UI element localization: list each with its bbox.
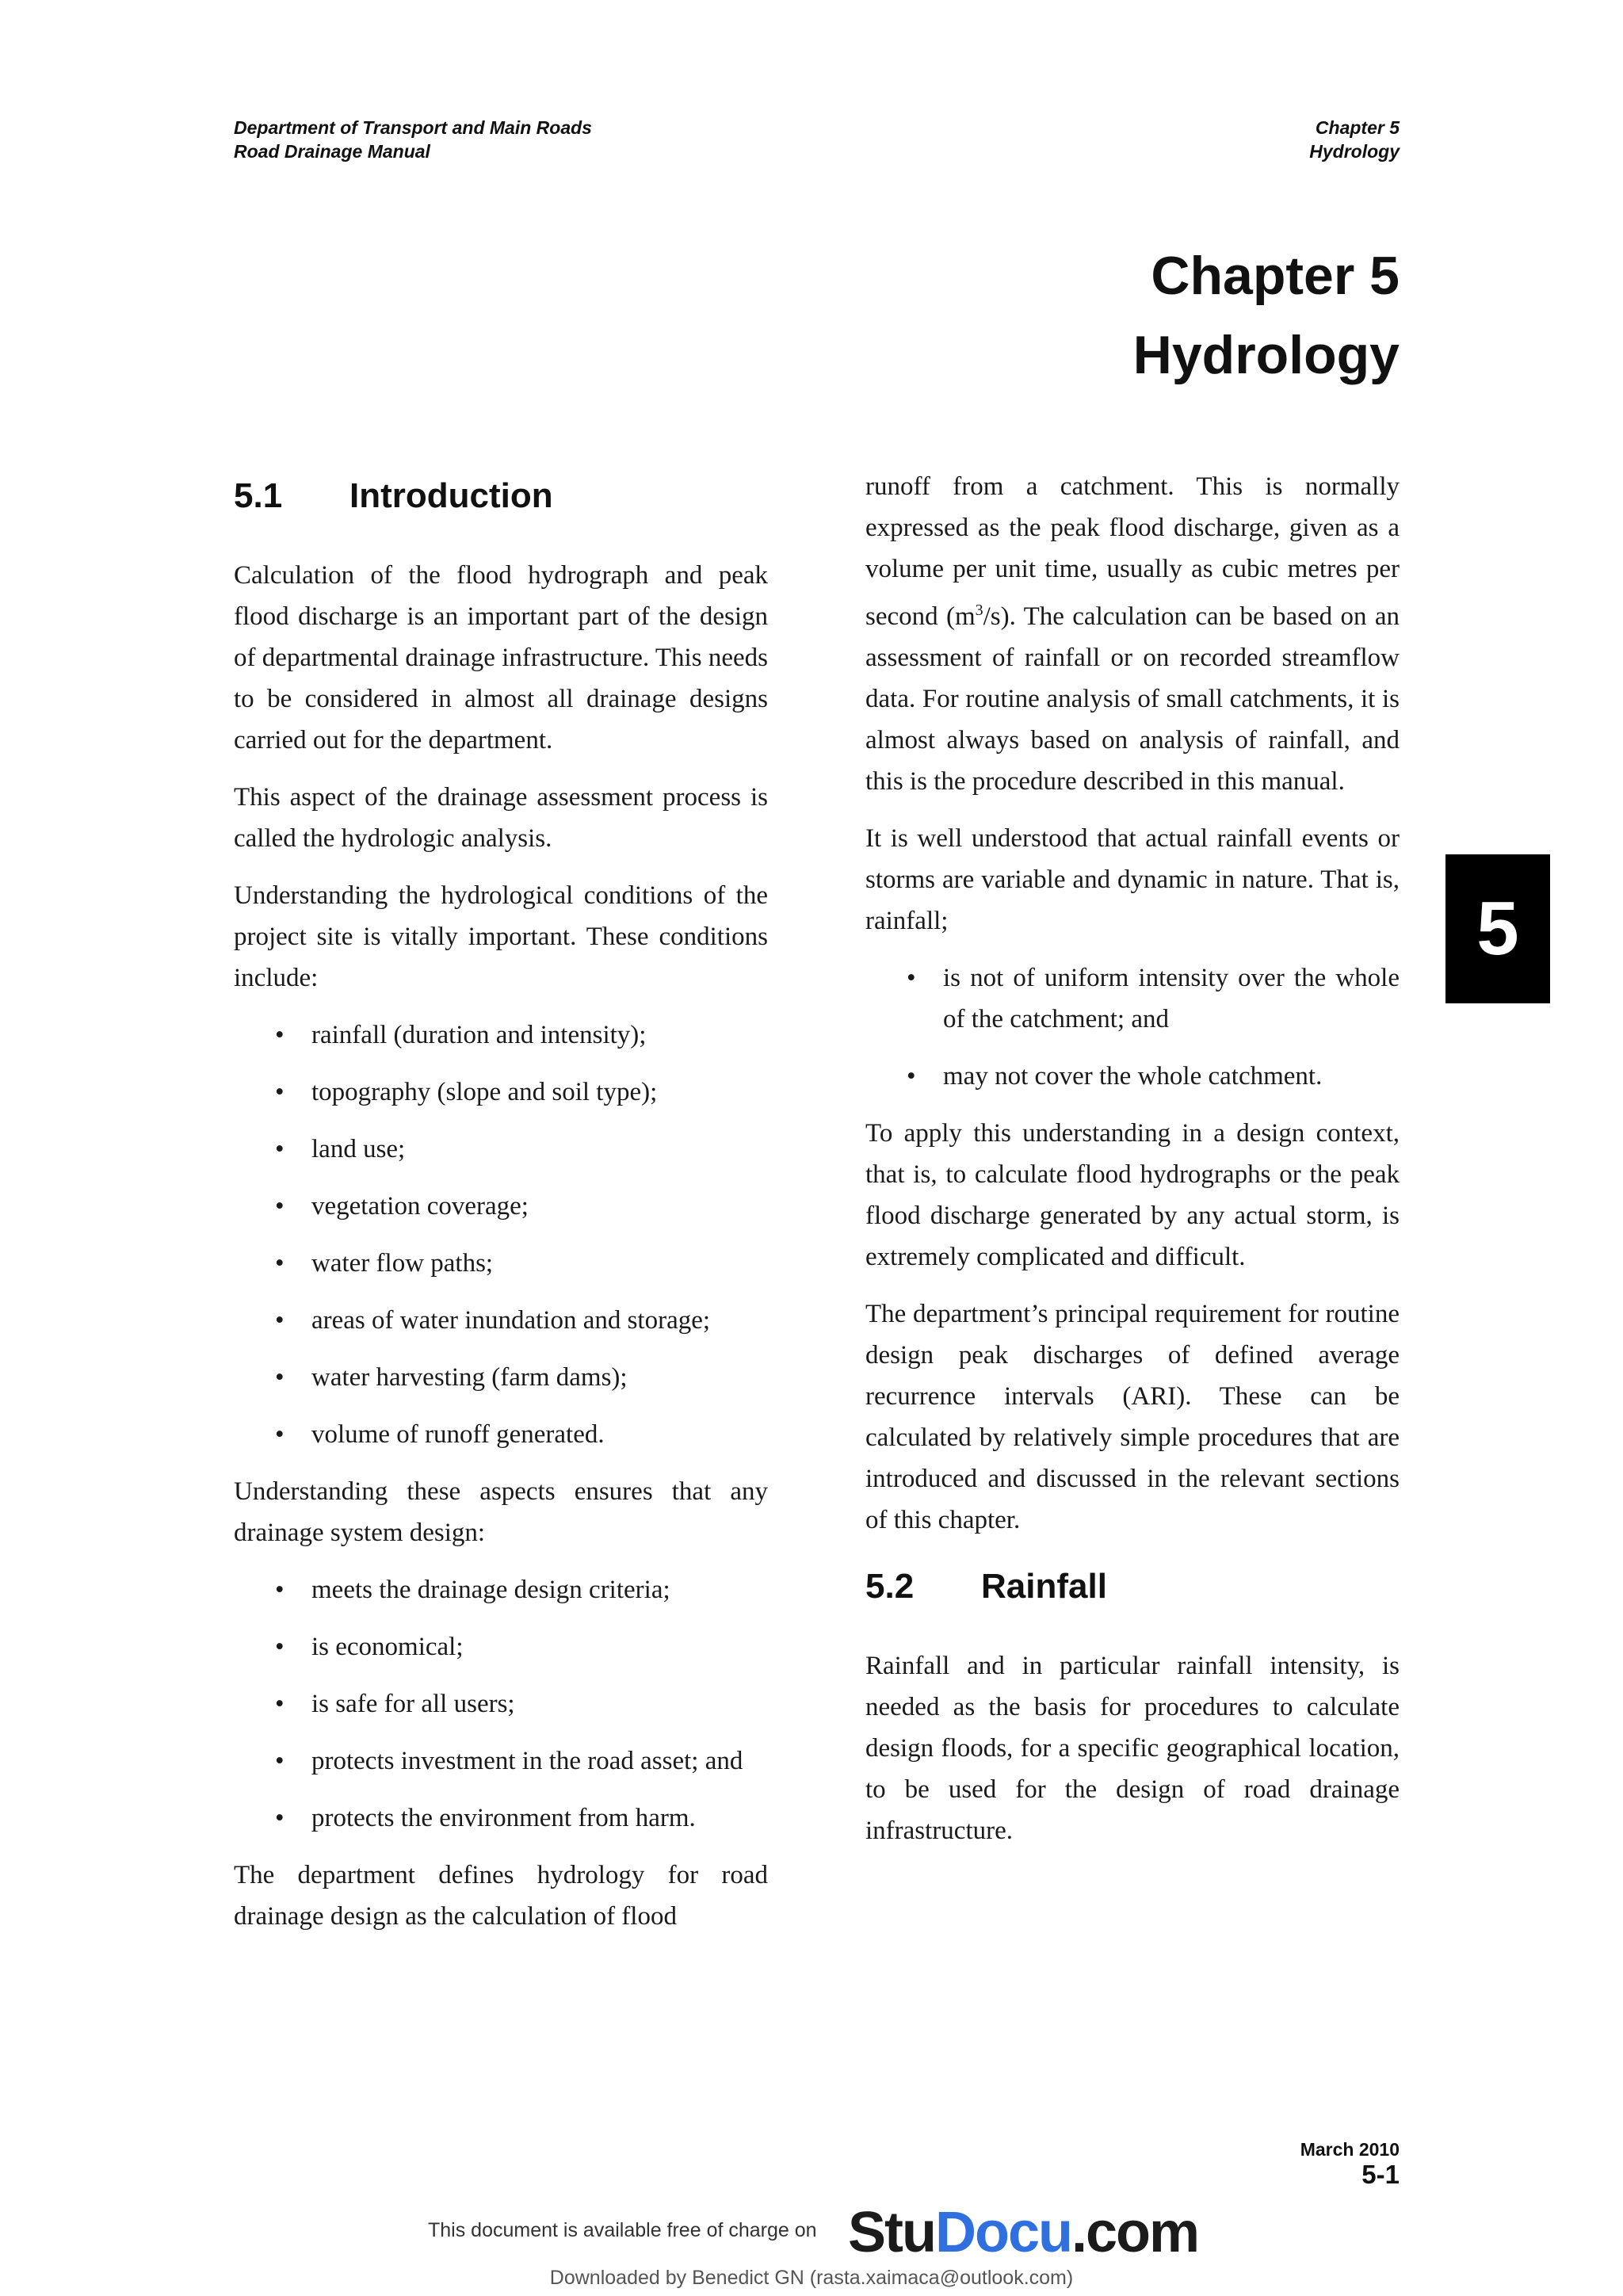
footer-date: March 2010: [1300, 2139, 1400, 2160]
superscript: 3: [975, 602, 983, 619]
text-run: runoff from a catchment. This is normally expressed as the peak flood discharge, given as a volume per unit time, usually as cubic metres per second (m: [865, 472, 1400, 631]
section-title: Rainfall: [981, 1567, 1107, 1606]
list-item: • rainfall (duration and intensity);: [234, 1014, 768, 1056]
list-item: • protects investment in the road asset; and: [234, 1740, 768, 1782]
paragraph: Understanding these aspects ensures that any drainage system design:: [234, 1477, 768, 1547]
studocu-banner[interactable]: [428, 2197, 1205, 2268]
paragraph: This aspect of the drainage assessment process is called the hydrologic analysis.: [234, 783, 768, 853]
header-topic: Hydrology: [1309, 141, 1400, 162]
header-chapter: Chapter 5: [1315, 117, 1400, 138]
list-item: • topography (slope and soil type);: [234, 1072, 768, 1113]
running-header-right: [1309, 116, 1400, 163]
paragraph: To apply this understanding in a design context, that is, to calculate flood hydrographs or the peak flood discharge generated by any actual storm, is extremely complicated and difficult.: [865, 1119, 1400, 1271]
section-heading-rainfall: [865, 1563, 1400, 1610]
text-run: /s). The calculation can be based on an assessment of rainfall or on recorded streamflow data. For routine analysis of small catchments, it is almost always based on analysis of rainfall, and this is the procedure described in this manual.: [865, 602, 1400, 796]
list-item: • is safe for all users;: [234, 1683, 768, 1725]
list-item: • volume of runoff generated.: [234, 1414, 768, 1455]
chapter-tab: 5: [1445, 854, 1550, 1003]
paragraph: [865, 466, 1400, 802]
section-number: 5.1: [234, 476, 283, 515]
studocu-logo[interactable]: [848, 2197, 1198, 2268]
paragraph: Rainfall and in particular rainfall intensity, is needed as the basis for procedures to calculate design floods, for a specific geographical location, to be used for the design of road drainage infrastructure.: [865, 1652, 1400, 1845]
list-item: • water flow paths;: [234, 1243, 768, 1284]
header-manual: Road Drainage Manual: [234, 141, 430, 162]
running-header-left: [234, 116, 592, 163]
list-item: • is economical;: [234, 1626, 768, 1668]
list-item: • areas of water inundation and storage;: [234, 1300, 768, 1341]
list-item: • meets the drainage design criteria;: [234, 1569, 768, 1610]
section-title: Introduction: [349, 476, 553, 515]
paragraph: The department defines hydrology for road drainage design as the calculation of flood: [234, 1861, 768, 1931]
logo-part: Stu: [848, 2201, 935, 2264]
list-item: • water harvesting (farm dams);: [234, 1357, 768, 1398]
paragraph: The department’s principal requirement for routine design peak discharges of defined average recurrence intervals (ARI). These can be calculated by relatively simple procedures that are introduced and discussed in the relevant sections of this chapter.: [865, 1300, 1400, 1534]
banner-text: This document is available free of charge on: [428, 2219, 817, 2241]
left-column: [234, 472, 768, 1953]
chapter-title: [1133, 236, 1400, 395]
chapter-title-number: Chapter 5: [1151, 246, 1400, 306]
paragraph: Calculation of the flood hydrograph and peak flood discharge is an important part of the design of departmental drainage infrastructure. This needs to be considered in almost all drainage designs carried out for the department.: [234, 561, 768, 755]
logo-part: .com: [1071, 2201, 1199, 2264]
rainfall-list: [865, 957, 1400, 1097]
list-item: • vegetation coverage;: [234, 1186, 768, 1227]
right-column: [865, 466, 1400, 1867]
list-item: • protects the environment from harm.: [234, 1797, 768, 1839]
page-number: 5-1: [1361, 2160, 1400, 2189]
conditions-list: [234, 1014, 768, 1455]
logo-part: Docu: [934, 2201, 1071, 2264]
section-heading-introduction: [234, 472, 768, 520]
header-department: Department of Transport and Main Roads: [234, 117, 592, 138]
list-item: • is not of uniform intensity over the whole of the catchment; and: [865, 957, 1400, 1040]
section-number: 5.2: [865, 1567, 915, 1606]
list-item: • may not cover the whole catchment.: [865, 1056, 1400, 1097]
chapter-title-name: Hydrology: [1132, 325, 1400, 385]
design-outcomes-list: [234, 1569, 768, 1839]
download-notice: Downloaded by Benedict GN (rasta.xaimaca@outlook.com): [549, 2267, 1074, 2289]
paragraph: Understanding the hydrological conditions of the project site is vitally important. These conditions include:: [234, 881, 768, 992]
paragraph: It is well understood that actual rainfall events or storms are variable and dynamic in nature. That is, rainfall;: [865, 824, 1400, 935]
list-item: • land use;: [234, 1129, 768, 1170]
